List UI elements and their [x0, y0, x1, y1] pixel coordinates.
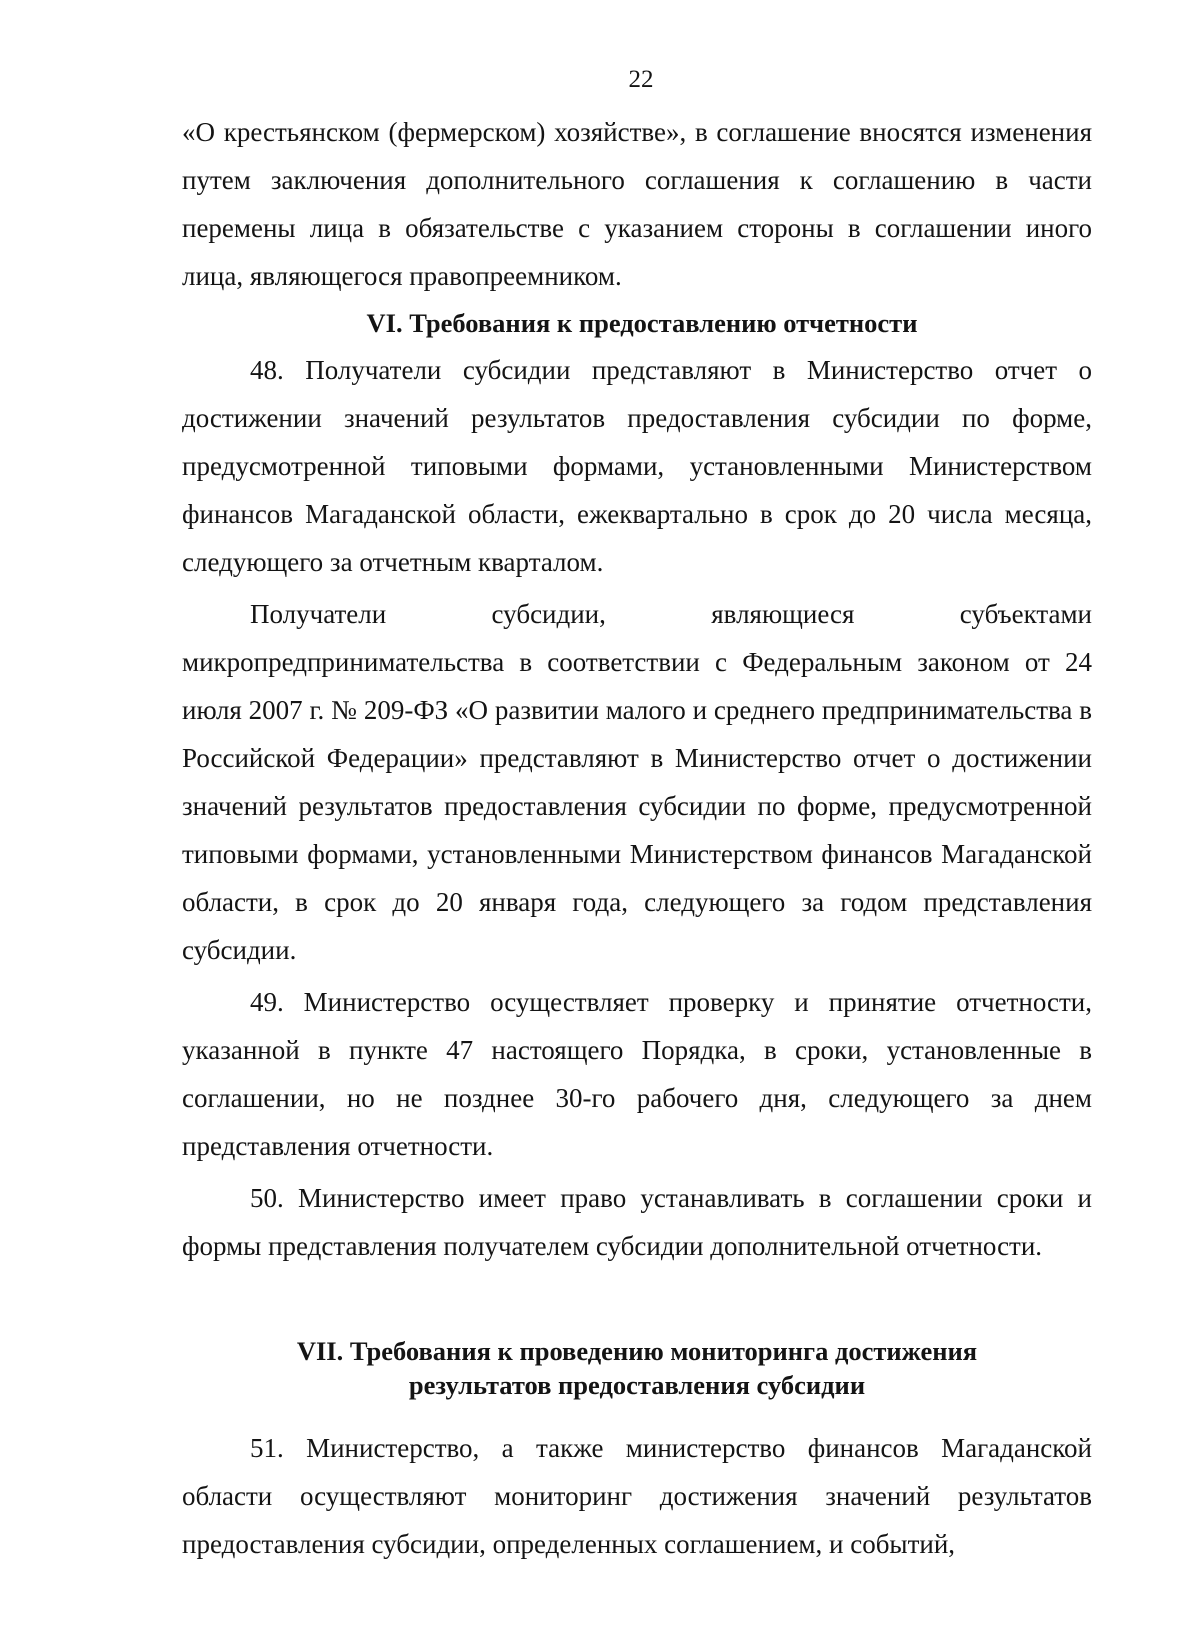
- paragraph-51: 51. Министерство, а также министерство финансов Магаданской области осуществляют мониторинг достижения значений результатов предоставления субсидии, определенных соглашением, и событий,: [182, 1433, 1092, 1559]
- section-7-heading-line-2: результатов предоставления субсидии: [408, 1370, 866, 1400]
- intro-paragraph: «О крестьянском (фермерском) хозяйстве», в соглашение вносятся изменения путем заключения дополнительного соглашения к соглашению в части перемены лица в обязательстве с указанием стороны в соглашении иного лица, являющегося правопреемником.: [182, 117, 1092, 291]
- paragraph-49: 49. Министерство осуществляет проверку и принятие отчетности, указанной в пункте 47 настоящего Порядка, в сроки, установленные в соглашении, но не позднее 30-го рабочего дня, следующего за днем представления отчетности.: [182, 987, 1092, 1161]
- page-number: 22: [628, 66, 654, 93]
- paragraph-50: 50. Министерство имеет право устанавливать в соглашении сроки и формы представления получателем субсидии дополнительной отчетности.: [182, 1183, 1092, 1261]
- paragraph-48-continuation: Получатели субсидии, являющиеся субъектами микропредпринимательства в соответствии с Федеральным законом от 24 июля 2007 г. № 209-ФЗ «О развитии малого и среднего предпринимательства в Российской Федерации» представляют в Министерство отчет о достижении значений результатов предоставления субсидии по форме, предусмотренной типовыми формами, установленными Министерством финансов Магаданской области, в срок до 20 января года, следующего за годом представления субсидии.: [182, 599, 1092, 965]
- section-7-heading: [182, 1334, 1092, 1402]
- section-6-heading: VI. Требования к предоставлению отчетности: [366, 308, 918, 338]
- section-7-heading-line-1: VII. Требования к проведению мониторинга достижения: [296, 1336, 978, 1366]
- paragraph-48: 48. Получатели субсидии представляют в Министерство отчет о достижении значений результатов предоставления субсидии по форме, предусмотренной типовыми формами, установленными Министерством финансов Магаданской области, ежеквартально в срок до 20 числа месяца, следующего за отчетным кварталом.: [182, 355, 1092, 577]
